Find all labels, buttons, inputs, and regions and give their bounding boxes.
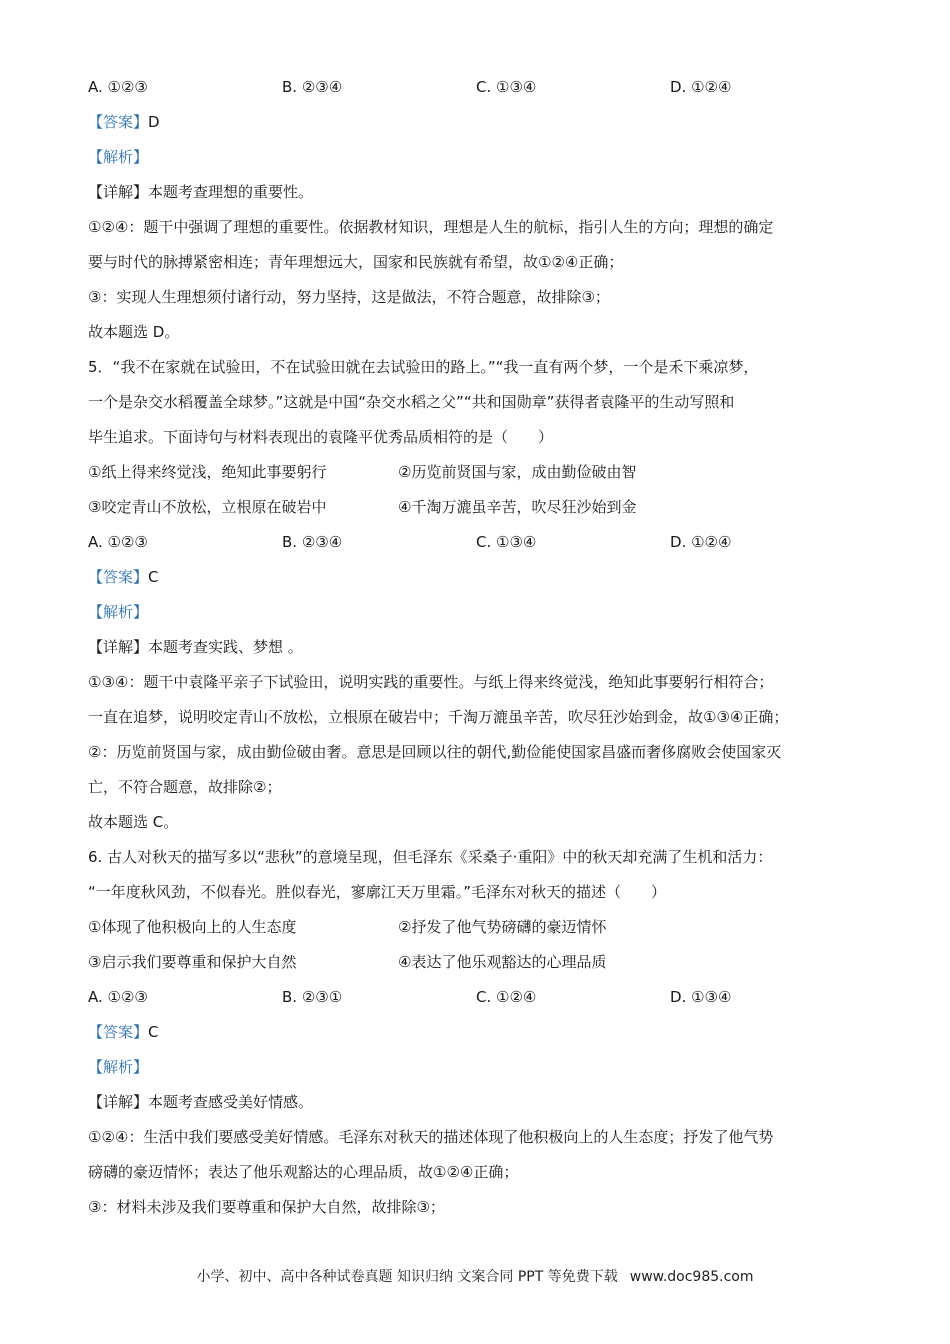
q5-line: 亡，不符合题意，故排除②； [88,778,282,796]
option-b: B. ②③④ [282,78,343,96]
q6-answer [88,1015,868,1050]
choice-item: ④千淘万漉虽辛苦，吹尽狂沙始到金 [398,498,637,516]
footer-url[interactable]: www.doc985.com [629,1269,754,1285]
option-c: C. ①②④ [476,988,537,1006]
q5-line: 故本题选 C。 [88,813,179,831]
q5-stem-line: 一个是杂交水稻覆盖全球梦。”这就是中国“杂交水稻之父”“共和国勋章”获得者袁隆平的生动写照和 [88,393,735,411]
option-b: B. ②③① [282,988,343,1006]
q6-line: 磅礴的豪迈情怀；表达了他乐观豁达的心理品质，故①②④正确； [88,1163,519,1181]
q4-line: 故本题选 D。 [88,323,180,341]
q6-detail: 【详解】本题考查感受美好情感。 [88,1093,314,1111]
page-footer [0,1266,950,1286]
q4-analysis-tag: 【解析】 [88,148,149,166]
option-c: C. ①③④ [476,533,537,551]
q5-choice-row [88,490,868,525]
q5-analysis-tag: 【解析】 [88,603,149,621]
q6-analysis-tag: 【解析】 [88,1058,149,1076]
q4-options [88,70,868,105]
q4-line: ①②④：题干中强调了理想的重要性。依据教材知识，理想是人生的航标，指引人生的方向；理想的确定 [88,218,774,236]
q5-options [88,525,868,560]
q4-line: 要与时代的脉搏紧密相连；青年理想远大，国家和民族就有希望，故①②④正确； [88,253,624,271]
choice-item: ③启示我们要尊重和保护大自然 [88,953,297,971]
choice-item: ①体现了他积极向上的人生态度 [88,918,297,936]
q6-stem-line: “一年度秋风劲，不似春光。胜似春光，寥廓江天万里霜。”毛泽东对秋天的描述（ ） [88,883,667,901]
q6-options [88,980,868,1015]
q4-detail: 【详解】本题考查理想的重要性。 [88,183,314,201]
answer-value: C [148,568,159,586]
choice-item: ①纸上得来终觉浅，绝知此事要躬行 [88,463,327,481]
option-a: A. ①②③ [88,988,148,1006]
q5-stem-line: 5．“我不在家就在试验田，不在试验田就在去试验田的路上。”“我一直有两个梦，一个是禾下乘凉梦， [88,358,759,376]
q5-line: 一直在追梦，说明咬定青山不放松，立根原在破岩中；千淘万漉虽辛苦，吹尽狂沙始到金，故①③④正确； [88,708,789,726]
q5-line: ①③④：题干中袁隆平亲子下试验田，说明实践的重要性。与纸上得来终觉浅，绝知此事要躬行相符合； [88,673,774,691]
option-d: D. ①②④ [670,78,732,96]
q6-stem-line: 6. 古人对秋天的描写多以“悲秋”的意境呈现，但毛泽东《采桑子·重阳》中的秋天却充满了生机和活力： [88,848,773,866]
answer-tag: 【答案】 [88,568,149,586]
q5-detail: 【详解】本题考查实践、梦想 。 [88,638,303,656]
choice-item: ③咬定青山不放松，立根原在破岩中 [88,498,327,516]
document-page [88,70,868,1225]
q5-choice-row [88,455,868,490]
option-a: A. ①②③ [88,533,148,551]
choice-item: ②抒发了他气势磅礴的豪迈情怀 [398,918,607,936]
answer-tag: 【答案】 [88,113,149,131]
q5-line: ②：历览前贤国与家，成由勤俭破由奢。意思是回顾以往的朝代,勤俭能使国家昌盛而奢侈腐败会使国家灭 [88,743,782,761]
q6-line: ①②④：生活中我们要感受美好情感。毛泽东对秋天的描述体现了他积极向上的人生态度；抒发了他气势 [88,1128,774,1146]
q5-stem-line: 毕生追求。下面诗句与材料表现出的袁隆平优秀品质相符的是（ ） [88,428,554,446]
q4-answer [88,105,868,140]
q6-choice-row [88,945,868,980]
option-c: C. ①③④ [476,78,537,96]
option-a: A. ①②③ [88,78,148,96]
choice-item: ②历览前贤国与家，成由勤俭破由智 [398,463,637,481]
answer-tag: 【答案】 [88,1023,149,1041]
option-d: D. ①②④ [670,533,732,551]
footer-text: 小学、初中、高中各种试卷真题 知识归纳 文案合同 PPT 等免费下载 [196,1269,618,1285]
q4-line: ③：实现人生理想须付诸行动，努力坚持，这是做法，不符合题意，故排除③； [88,288,610,306]
choice-item: ④表达了他乐观豁达的心理品质 [398,953,607,971]
option-d: D. ①③④ [670,988,732,1006]
q5-answer [88,560,868,595]
q6-choice-row [88,910,868,945]
answer-value: C [148,1023,159,1041]
option-b: B. ②③④ [282,533,343,551]
answer-value: D [148,113,160,131]
q6-line: ③：材料未涉及我们要尊重和保护大自然，故排除③； [88,1198,445,1216]
